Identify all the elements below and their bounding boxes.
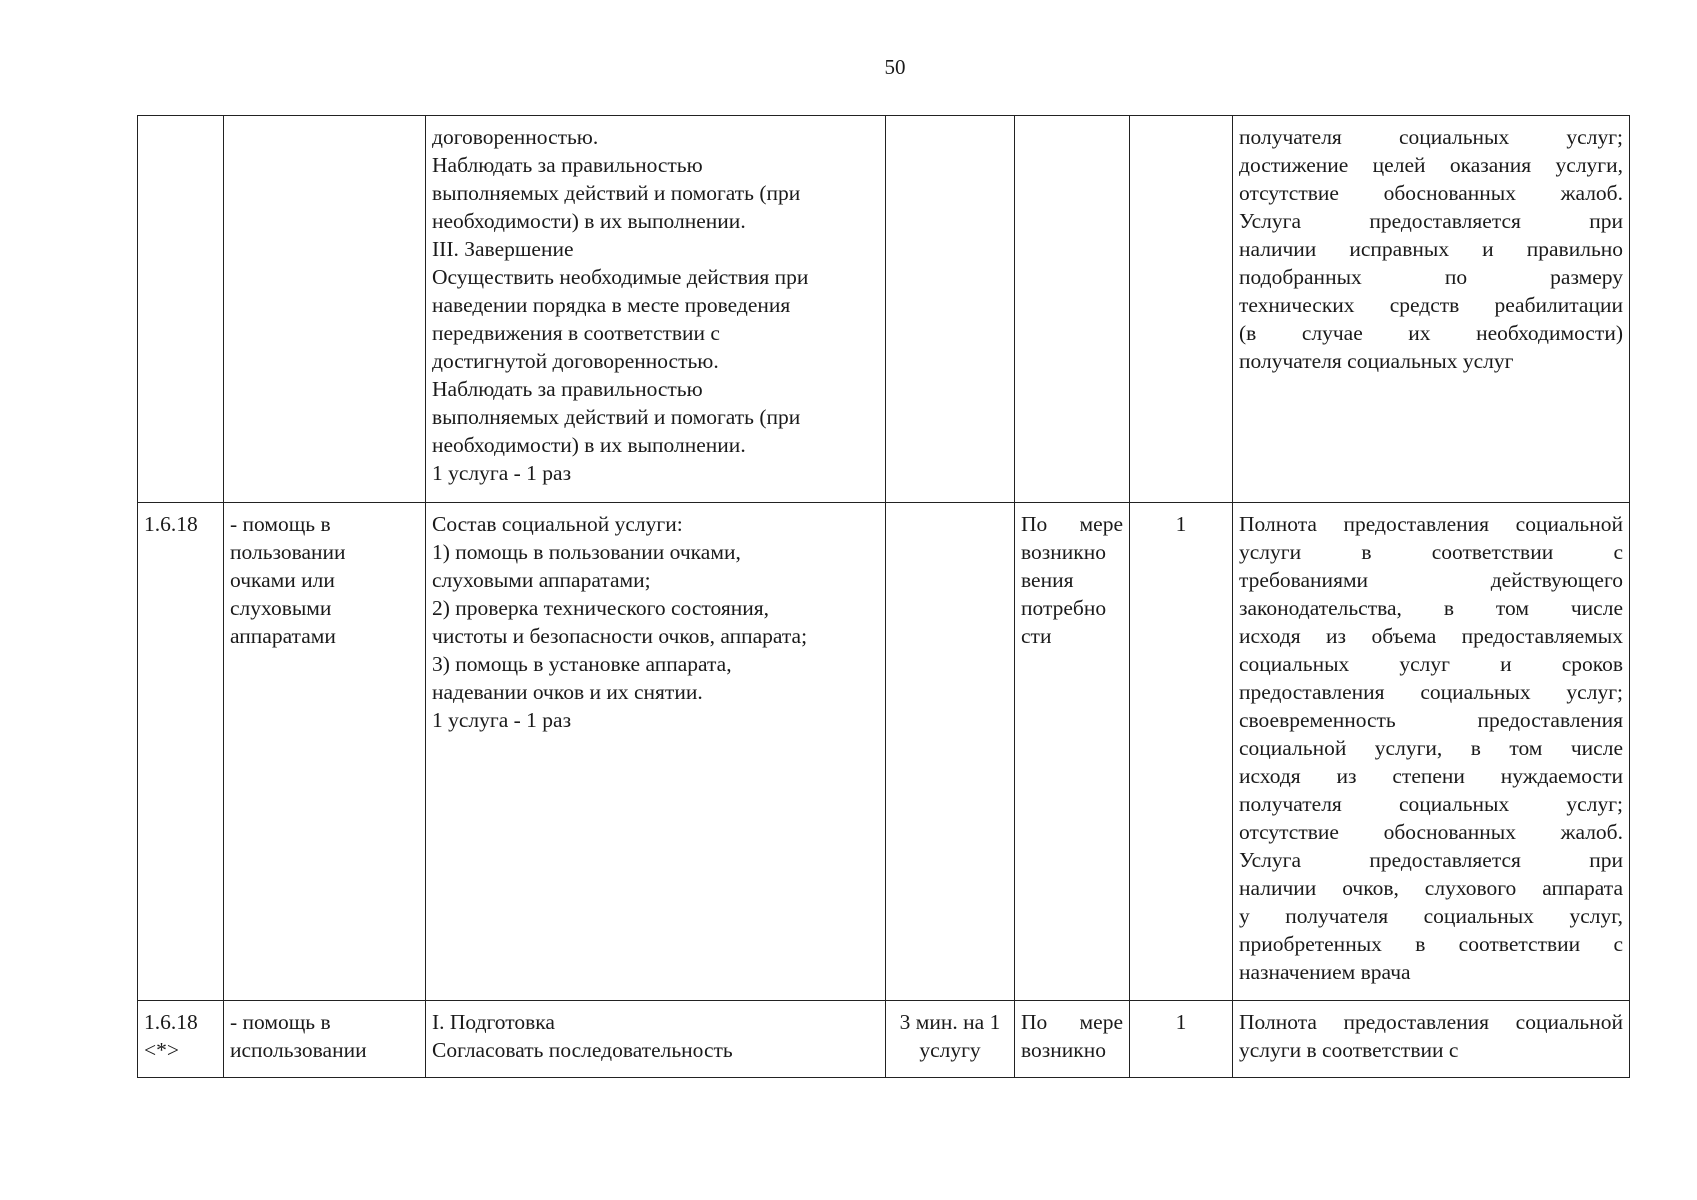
cell-text-line: аппаратами xyxy=(230,624,336,648)
cell-text-line: слуховыми аппаратами; xyxy=(432,568,651,592)
cell-text-line: возникно xyxy=(1021,1038,1106,1062)
code-cell xyxy=(138,116,224,503)
cell-text-line: вения xyxy=(1021,568,1074,592)
cell-text-line: подобранных по размеру xyxy=(1239,265,1623,289)
cell-text-line: Состав социальной услуги: xyxy=(432,512,683,536)
services-table xyxy=(137,115,1630,1078)
cell-text-line: 1.6.18 xyxy=(144,1010,198,1034)
cell-text-line: исходя из объема предоставляемых xyxy=(1239,624,1623,648)
cell-text-line: - помощь в xyxy=(230,512,331,536)
cell-text-line: требованиями действующего xyxy=(1239,568,1623,592)
page-number: 50 xyxy=(884,55,906,79)
cell-text-line: возникно xyxy=(1021,540,1106,564)
table-row xyxy=(138,116,1630,503)
cell-text-line: своевременность предоставления xyxy=(1239,708,1623,732)
cell-text-line: использовании xyxy=(230,1038,367,1062)
cell-text-line: достигнутой договоренностью. xyxy=(432,349,719,373)
time-cell xyxy=(886,116,1015,503)
cell-text-line: Полнота предоставления социальной xyxy=(1239,512,1623,536)
description-cell xyxy=(426,116,886,503)
cell-text-line: По мере xyxy=(1021,1010,1123,1034)
cell-text-line: наличии очков, слухового аппарата xyxy=(1239,876,1623,900)
cell-text-line: 3 мин. на 1 xyxy=(899,1010,1001,1034)
cell-text-line: слуховыми xyxy=(230,596,332,620)
table-row xyxy=(138,503,1630,1001)
service-name-cell xyxy=(224,116,426,503)
cell-text-line: Услуга предоставляется при xyxy=(1239,848,1623,872)
cell-text-line: передвижения в соответствии с xyxy=(432,321,720,345)
cell-text-line: услугу xyxy=(919,1038,981,1062)
cell-text-line: услуги в соответствии с xyxy=(1239,1038,1459,1062)
cell-text-line: потребно xyxy=(1021,596,1107,620)
description-cell xyxy=(426,1001,886,1078)
cell-text-line: 2) проверка технического состояния, xyxy=(432,596,769,620)
cell-text-line: Наблюдать за правильностью xyxy=(432,377,703,401)
code-cell xyxy=(138,1001,224,1078)
time-cell xyxy=(886,1001,1015,1078)
cell-text-line: наведении порядка в месте проведения xyxy=(432,293,791,317)
cell-text-line: услуги в соответствии с xyxy=(1239,540,1623,564)
cell-text-line: договоренностью. xyxy=(432,125,599,149)
cell-text-line: Полнота предоставления социальной xyxy=(1239,1010,1623,1034)
periodicity-cell xyxy=(1015,116,1130,503)
cell-text-line: Услуга предоставляется при xyxy=(1239,209,1623,233)
cell-text-line: Согласовать последовательность xyxy=(432,1038,733,1062)
cell-text-line: назначением врача xyxy=(1239,960,1411,984)
cell-text-line: очками или xyxy=(230,568,335,592)
cell-text-line: чистоты и безопасности очков, аппарата; xyxy=(432,624,808,648)
cell-text-line: достижение целей оказания услуги, xyxy=(1239,153,1623,177)
unit-cell xyxy=(1130,116,1233,503)
cell-text-line: социальной услуги, в том числе xyxy=(1239,736,1623,760)
cell-text-line: получателя социальных услуг xyxy=(1239,349,1514,373)
cell-text-line: необходимости) в их выполнении. xyxy=(432,433,746,457)
cell-text-line: приобретенных в соответствии с xyxy=(1239,932,1623,956)
cell-text-line: пользовании xyxy=(230,540,346,564)
cell-text-line: выполняемых действий и помогать (при xyxy=(432,405,801,429)
cell-text-line: отсутствие обоснованных жалоб. xyxy=(1239,181,1623,205)
quality-cell xyxy=(1233,116,1630,503)
cell-text-line: Наблюдать за правильностью xyxy=(432,153,703,177)
cell-text-line: 1) помощь в пользовании очками, xyxy=(432,540,741,564)
cell-text-line: 3) помощь в установке аппарата, xyxy=(432,652,732,676)
cell-text-line: <*> xyxy=(144,1038,180,1062)
cell-text-line: 1 xyxy=(1175,1010,1187,1034)
cell-text-line: выполняемых действий и помогать (при xyxy=(432,181,801,205)
cell-text-line: предоставления социальных услуг; xyxy=(1239,680,1623,704)
cell-text-line: надевании очков и их снятии. xyxy=(432,680,703,704)
cell-text-line: сти xyxy=(1021,624,1052,648)
cell-text-line: наличии исправных и правильно xyxy=(1239,237,1623,261)
cell-text-line: По мере xyxy=(1021,512,1123,536)
service-name-cell xyxy=(224,503,426,1001)
unit-cell xyxy=(1130,503,1233,1001)
cell-text-line: законодательства, в том числе xyxy=(1239,596,1623,620)
cell-text-line: 1 услуга - 1 раз xyxy=(432,461,572,485)
periodicity-cell xyxy=(1015,503,1130,1001)
cell-text-line: - помощь в xyxy=(230,1010,331,1034)
cell-text-line: исходя из степени нуждаемости xyxy=(1239,764,1623,788)
cell-text-line: III. Завершение xyxy=(432,237,574,261)
code-cell xyxy=(138,503,224,1001)
cell-text-line: 1 xyxy=(1175,512,1187,536)
table-row xyxy=(138,1001,1630,1078)
time-cell xyxy=(886,503,1015,1001)
quality-cell xyxy=(1233,1001,1630,1078)
cell-text-line: у получателя социальных услуг, xyxy=(1239,904,1623,928)
cell-text-line: (в случае их необходимости) xyxy=(1239,321,1623,345)
cell-text-line: 1 услуга - 1 раз xyxy=(432,708,572,732)
cell-text-line: I. Подготовка xyxy=(432,1010,555,1034)
cell-text-line: получателя социальных услуг; xyxy=(1239,792,1623,816)
description-cell xyxy=(426,503,886,1001)
cell-text-line: 1.6.18 xyxy=(144,512,198,536)
cell-text-line: отсутствие обоснованных жалоб. xyxy=(1239,820,1623,844)
periodicity-cell xyxy=(1015,1001,1130,1078)
service-name-cell xyxy=(224,1001,426,1078)
quality-cell xyxy=(1233,503,1630,1001)
cell-text-line: социальных услуг и сроков xyxy=(1239,652,1623,676)
cell-text-line: получателя социальных услуг; xyxy=(1239,125,1623,149)
cell-text-line: необходимости) в их выполнении. xyxy=(432,209,746,233)
unit-cell xyxy=(1130,1001,1233,1078)
cell-text-line: технических средств реабилитации xyxy=(1239,293,1623,317)
cell-text-line: Осуществить необходимые действия при xyxy=(432,265,809,289)
